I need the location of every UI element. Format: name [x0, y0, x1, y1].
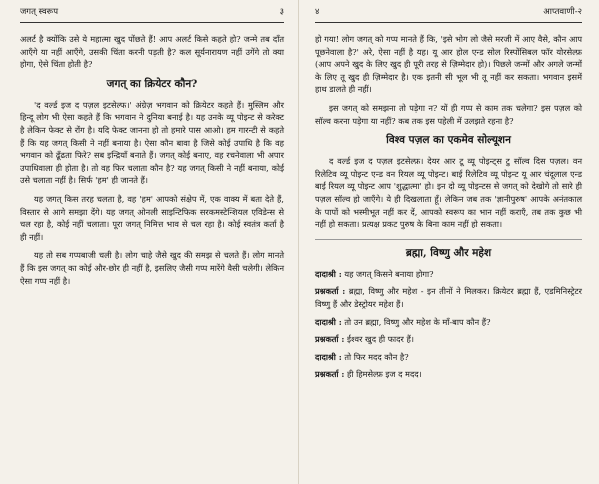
dialogue-speaker: प्रश्नकर्ता : — [315, 334, 345, 345]
dialogue-line — [315, 268, 582, 281]
left-running-head — [20, 6, 284, 23]
dialogue-text: ही हिमसेल्फ़ इज द मदद। — [347, 369, 422, 380]
left-paragraph-2: 'द वर्ल्ड इज द पज़ल इटसेल्फ।' अंग्रेज़ भगवान को क्रियेटर कहते हैं। मुस्लिम और हिन्दू लोग भी ऐसा कहते हैं कि भगवान ने दुनिया बनाई है। यह उनके व्यू पोइन्ट से करेक्ट है लेकिन फेक्ट से रोंग है। यदि फेक्ट जानना हो तो हमारे पास आओ। हम गारन्टी से कहते हैं कि यह जगत् किसी ने नहीं बनाया है। ऐसा कौन बावा है जिसे कोई उपाधि है कि वह भगवान को ढूँढता फिरे? सब इन्द्रियाँ बनाते हैं। जगत् कोई बनाए, वह रचनेवाला भी अपार उपाधिवाला ही होता है। तो वह फिर चलाता कौन है? यह जगत् किसी ने नहीं बनाया, कोई उसे चलाता नहीं है। सिर्फ 'हम' ही जानते हैं। — [20, 99, 284, 186]
left-header-title: जगत् स्वरूप — [20, 7, 59, 17]
dialogue-line — [315, 285, 582, 310]
left-page-number: ३ — [279, 7, 284, 17]
right-page-number: ४ — [315, 7, 320, 17]
dialogue-line — [315, 368, 582, 381]
dialogue-text: यह जगत् किसने बनाया होगा? — [344, 268, 434, 279]
left-paragraph-4: यह तो सब गप्पबाजी चली है। लोग चाहे जैसे खुद की समझ से चलते हैं। लोग मानते हैं कि इस जगत् का कोई और-छोर ही नहीं है, इसलिए जैसी गप्प मारेंगे वैसी चलेगी। लेकिन ऐसा गप्प नहीं है। — [20, 250, 284, 286]
dialogue-line — [315, 333, 582, 346]
left-page — [0, 0, 299, 484]
right-section-heading-2: ब्रह्मा, विष्णु और महेश — [315, 239, 582, 260]
dialogue-speaker: दादाश्री : — [315, 351, 342, 362]
right-page — [299, 0, 598, 484]
right-paragraph-3: द वर्ल्ड इज द पज़ल इटसेल्फ़। देयर आर टू व्यू पोइन्ट्स टु सॉल्व दिस पज़ल। वन रिलेटिव व्यू पोइन्ट एन्ड वन रियल व्यू पोइन्ट। बाई रिलेटिव व्यू पोइन्ट यू आर चंदूलाल एन्ड बाई रियल व्यू पोइन्ट आप 'शुद्धात्मा' हो। इन दो व्यू पोइन्टस से जगत् को देखोगे तो सारे ही पज़ल सॉल्व हो जाएँगे। ये ही दिखलाता हूँ। लेकिन जब तक 'ज्ञानीपुरुष' आपके अनंतकाल के पापों को भस्मीभूत नहीं कर दें, आपको स्वरूप का भान नहीं कराएँ, तब तक कुछ भी नहीं हो सकता। प्रत्यक्ष प्रकट पुरुष के बिना काम नहीं हो सकता। — [315, 156, 582, 230]
dialogue-text: ब्रह्मा, विष्णु और महेश - इन तीनों ने मिलकर। क्रियेटर ब्रह्मा हैं, एडमिनिस्ट्रेटर विष्णु हैं और डेस्ट्रोयर महेश हैं। — [315, 286, 582, 309]
dialogue-text: ईश्वर खुद ही फादर हैं। — [347, 334, 414, 345]
dialogue-block — [315, 268, 582, 381]
dialogue-text: तो उन ब्रह्मा, विष्णु और महेश के माँ-बाप कौन हैं? — [344, 316, 491, 327]
dialogue-speaker: प्रश्नकर्ता : — [315, 286, 346, 297]
left-paragraph-3: यह जगत् किस तरह चलता है, वह 'हम' आपको संक्षेप में, एक वाक्य में बता देते हैं, विस्तार से आगे समझा देंगे। यह जगत् ओनली साइन्टिफिक सरकमस्टेन्शियल एविडेन्स से चल रहा है, कोई नहीं चलाता। पूरा जगत् निमित्त भाव से चल रहा है। कोई स्वतंत्र कर्ता है ही नहीं। — [20, 193, 284, 242]
right-paragraph-1: हो गया! लोग जगत् को गप्प मानते हैं कि, 'इसे भोग लो जैसे मरजी में आए वैसे, कौन आप पूछनेवाला है?' अरे, ऐसा नहीं है यह। यू आर होल एन्ड सोल रिस्पोंसिबल फॉर योरसेल्फ़ (आप अपने खुद के लिए खुद ही पूरी तरह से ज़िम्मेदार हो)। पिछले जन्मों और अगले जन्मों के लिए तू खुद ही ज़िम्मेदार है। एक इतनी सी भूल भी तू नहीं कर सकता। भगवान इसमें हाथ डालते ही नहीं। — [315, 34, 582, 95]
left-paragraph-1: अलर्ट है क्योंकि उसे ये महात्मा खुद पोंछते हैं! आप अलर्ट किसे कहते हो? जन्मे तब दाँत आएँगे या नहीं आएँगे, उसकी चिंता करनी पड़ती है? कल सूर्यनारायण नहीं उगेंगे तो क्या होगा, ऐसे चिंता होती है? — [20, 34, 284, 70]
right-header-title: आप्तवाणी-२ — [543, 7, 582, 17]
dialogue-text: तो फिर मदद कौन है? — [344, 351, 409, 362]
dialogue-speaker: दादाश्री : — [315, 268, 342, 279]
left-section-heading: जगत् का क्रियेटर कौन? — [106, 77, 198, 90]
dialogue-speaker: प्रश्नकर्ता : — [315, 369, 345, 380]
dialogue-line — [315, 316, 582, 329]
dialogue-line — [315, 351, 582, 364]
right-section-heading-1: विश्व पज़ल का एकमेव सोल्यूशन — [386, 134, 511, 147]
right-paragraph-2: इस जगत् को समझना तो पड़ेगा न? यों ही गप्प से काम तक चलेगा? इस पज़ल को सॉल्व करना पड़ेगा या नहीं? कब तक इस पहेली में उलझते रहना है? — [315, 102, 582, 126]
right-running-head — [315, 6, 582, 23]
dialogue-speaker: दादाश्री : — [315, 316, 342, 327]
